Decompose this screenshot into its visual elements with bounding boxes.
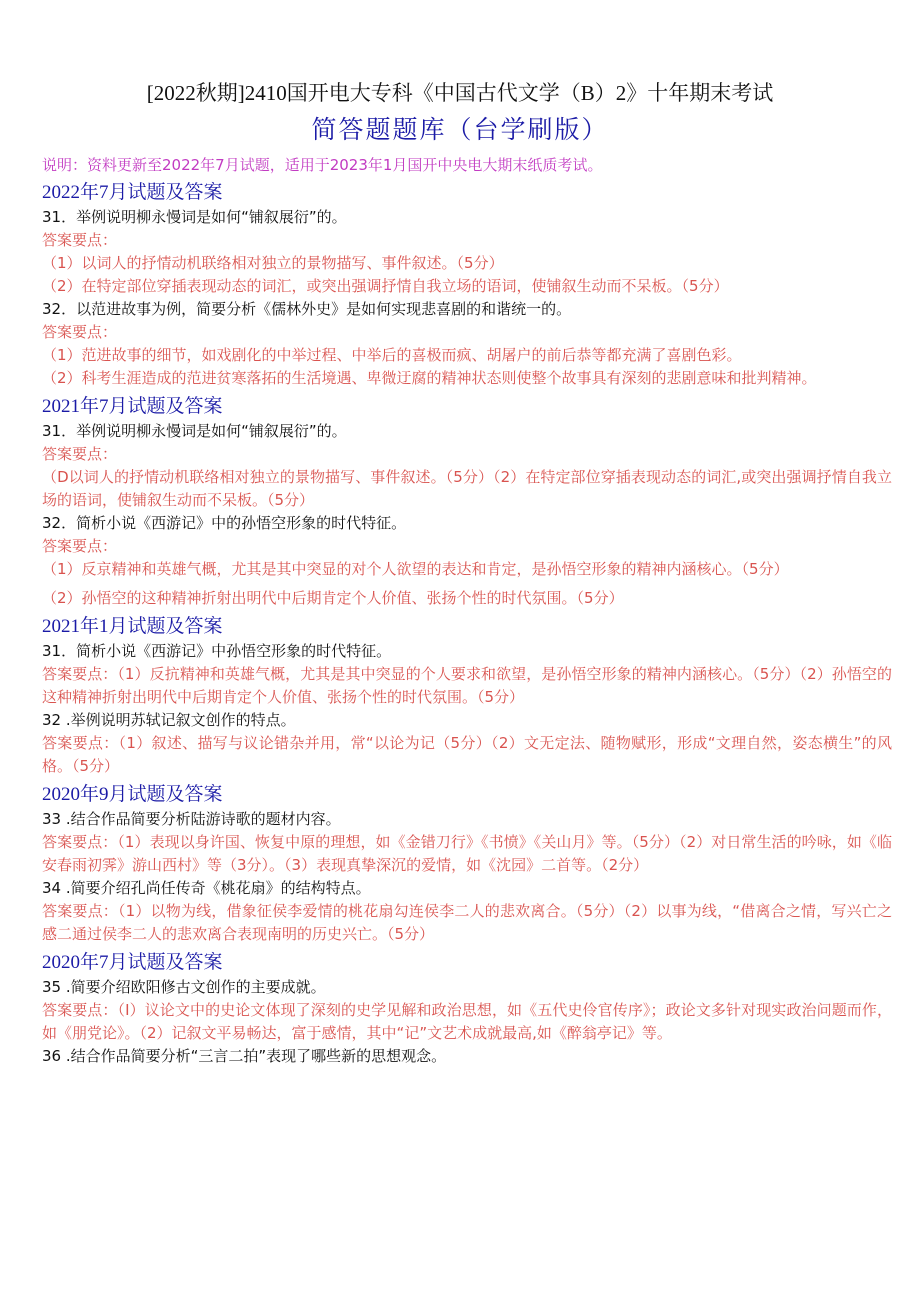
page-subtitle: 简答题题库（台学刷版） (311, 115, 609, 144)
question: 36 .结合作品简要分析“三言二拍”表现了哪些新的思想观念。 (42, 1047, 447, 1065)
answer-point: （2）科考生涯造成的范进贫寒落拓的生活境遇、卑微迂腐的精神状态则使整个故事具有深刻的悲剧意味和批判精神。 (42, 369, 817, 387)
question: 32 .举例说明苏轼记叙文创作的特点。 (42, 711, 296, 729)
question: 31．简析小说《西游记》中孙悟空形象的时代特征。 (42, 642, 392, 660)
section-heading: 2021年7月试题及答案 (42, 396, 223, 417)
answer-label: 答案要点： (42, 445, 118, 463)
question: 31．举例说明柳永慢词是如何“铺叙展衍”的。 (42, 208, 347, 226)
answer-point: （1）范进故事的细节，如戏剧化的中举过程、中举后的喜极而疯、胡屠户的前后恭等都充满了喜剧色彩。 (42, 346, 742, 364)
answer-label: 答案要点： (42, 231, 118, 249)
section-2020-09 (42, 782, 892, 946)
update-note: 说明：资料更新至2022年7月试题，适用于2023年1月国开中央电大期末纸质考试。 (42, 156, 603, 174)
answer-point: 答案要点：（I）议论文中的史论文体现了深刻的史学见解和政治思想，如《五代史伶官传序》；政论文多针对现实政治问题而作，如《朋党论》。（2）记叙文平易畅达，富于感情，其中“记”文艺术成就最高,如《醉翁亭记》等。 (42, 1001, 892, 1042)
question: 32．以范进故事为例，简要分析《儒林外史》是如何实现悲喜剧的和谐统一的。 (42, 300, 572, 318)
answer-point: （D以词人的抒情动机联络相对独立的景物描写、事件叙述。（5分）（2）在特定部位穿插表现动态的词汇,或突出强调抒情自我立场的语词，使铺叙生动而不呆板。（5分） (42, 468, 892, 509)
question: 32．简析小说《西游记》中的孙悟空形象的时代特征。 (42, 514, 407, 532)
section-2022-07 (42, 180, 892, 390)
answer-point: 答案要点：（1）反抗精神和英雄气概，尤其是其中突显的个人要求和欲望，是孙悟空形象的精神内涵核心。（5分）（2）孙悟空的这种精神折射出明代中后期肯定个人价值、张扬个性的时代氛围。（5分） (42, 665, 892, 706)
answer-point: （2）在特定部位穿插表现动态的词汇，或突出强调抒情自我立场的语词，使铺叙生动而不呆板。（5分） (42, 277, 729, 295)
section-heading: 2021年1月试题及答案 (42, 616, 223, 637)
section-2020-07 (42, 950, 892, 1068)
page-title: [2022秋期]2410国开电大专科《中国古代文学（B）2》十年期末考试 (146, 81, 774, 105)
answer-label: 答案要点： (42, 323, 118, 341)
question: 31．举例说明柳永慢词是如何“铺叙展衍”的。 (42, 422, 347, 440)
question-bank (42, 180, 892, 1068)
answer-point: （1）反京精神和英雄气概，尤其是其中突显的对个人欲望的表达和肯定，是孙悟空形象的精神内涵核心。（5分） (42, 560, 789, 578)
question: 33 .结合作品简要分析陆游诗歌的题材内容。 (42, 810, 341, 828)
section-heading: 2022年7月试题及答案 (42, 182, 223, 203)
section-heading: 2020年7月试题及答案 (42, 952, 223, 973)
section-2021-07 (42, 394, 892, 610)
question: 35 .简要介绍欧阳修古文创作的主要成就。 (42, 978, 326, 996)
question: 34 .简要介绍孔尚任传奇《桃花扇》的结构特点。 (42, 879, 371, 897)
section-heading: 2020年9月试题及答案 (42, 784, 223, 805)
answer-point: 答案要点：（1）叙述、描写与议论错杂并用，常“以论为记（5分）（2）文无定法、随物赋形，形成“文理自然，姿态横生”的风格。（5分） (42, 734, 892, 775)
answer-point: 答案要点：（1）表现以身许国、恢复中原的理想，如《金错刀行》《书愤》《关山月》等。（5分）（2）对日常生活的吟咏，如《临安春雨初霁》游山西村》等（3分）。（3）表现真挚深沉的爱情，如《沈园》二首等。（2分） (42, 833, 892, 874)
answer-label: 答案要点： (42, 537, 118, 555)
section-2021-01 (42, 614, 892, 778)
answer-point: 答案要点：（1）以物为线，借象征侯李爱情的桃花扇勾连侯李二人的悲欢离合。（5分）（2）以事为线，“借离合之情，写兴亡之感二通过侯李二人的悲欢离合表现南明的历史兴亡。（5分） (42, 902, 892, 943)
answer-point: （1）以词人的抒情动机联络相对独立的景物描写、事件叙述。（5分） (42, 254, 504, 272)
answer-point: （2）孙悟空的这种精神折射出明代中后期肯定个人价值、张扬个性的时代氛围。（5分） (42, 589, 624, 607)
